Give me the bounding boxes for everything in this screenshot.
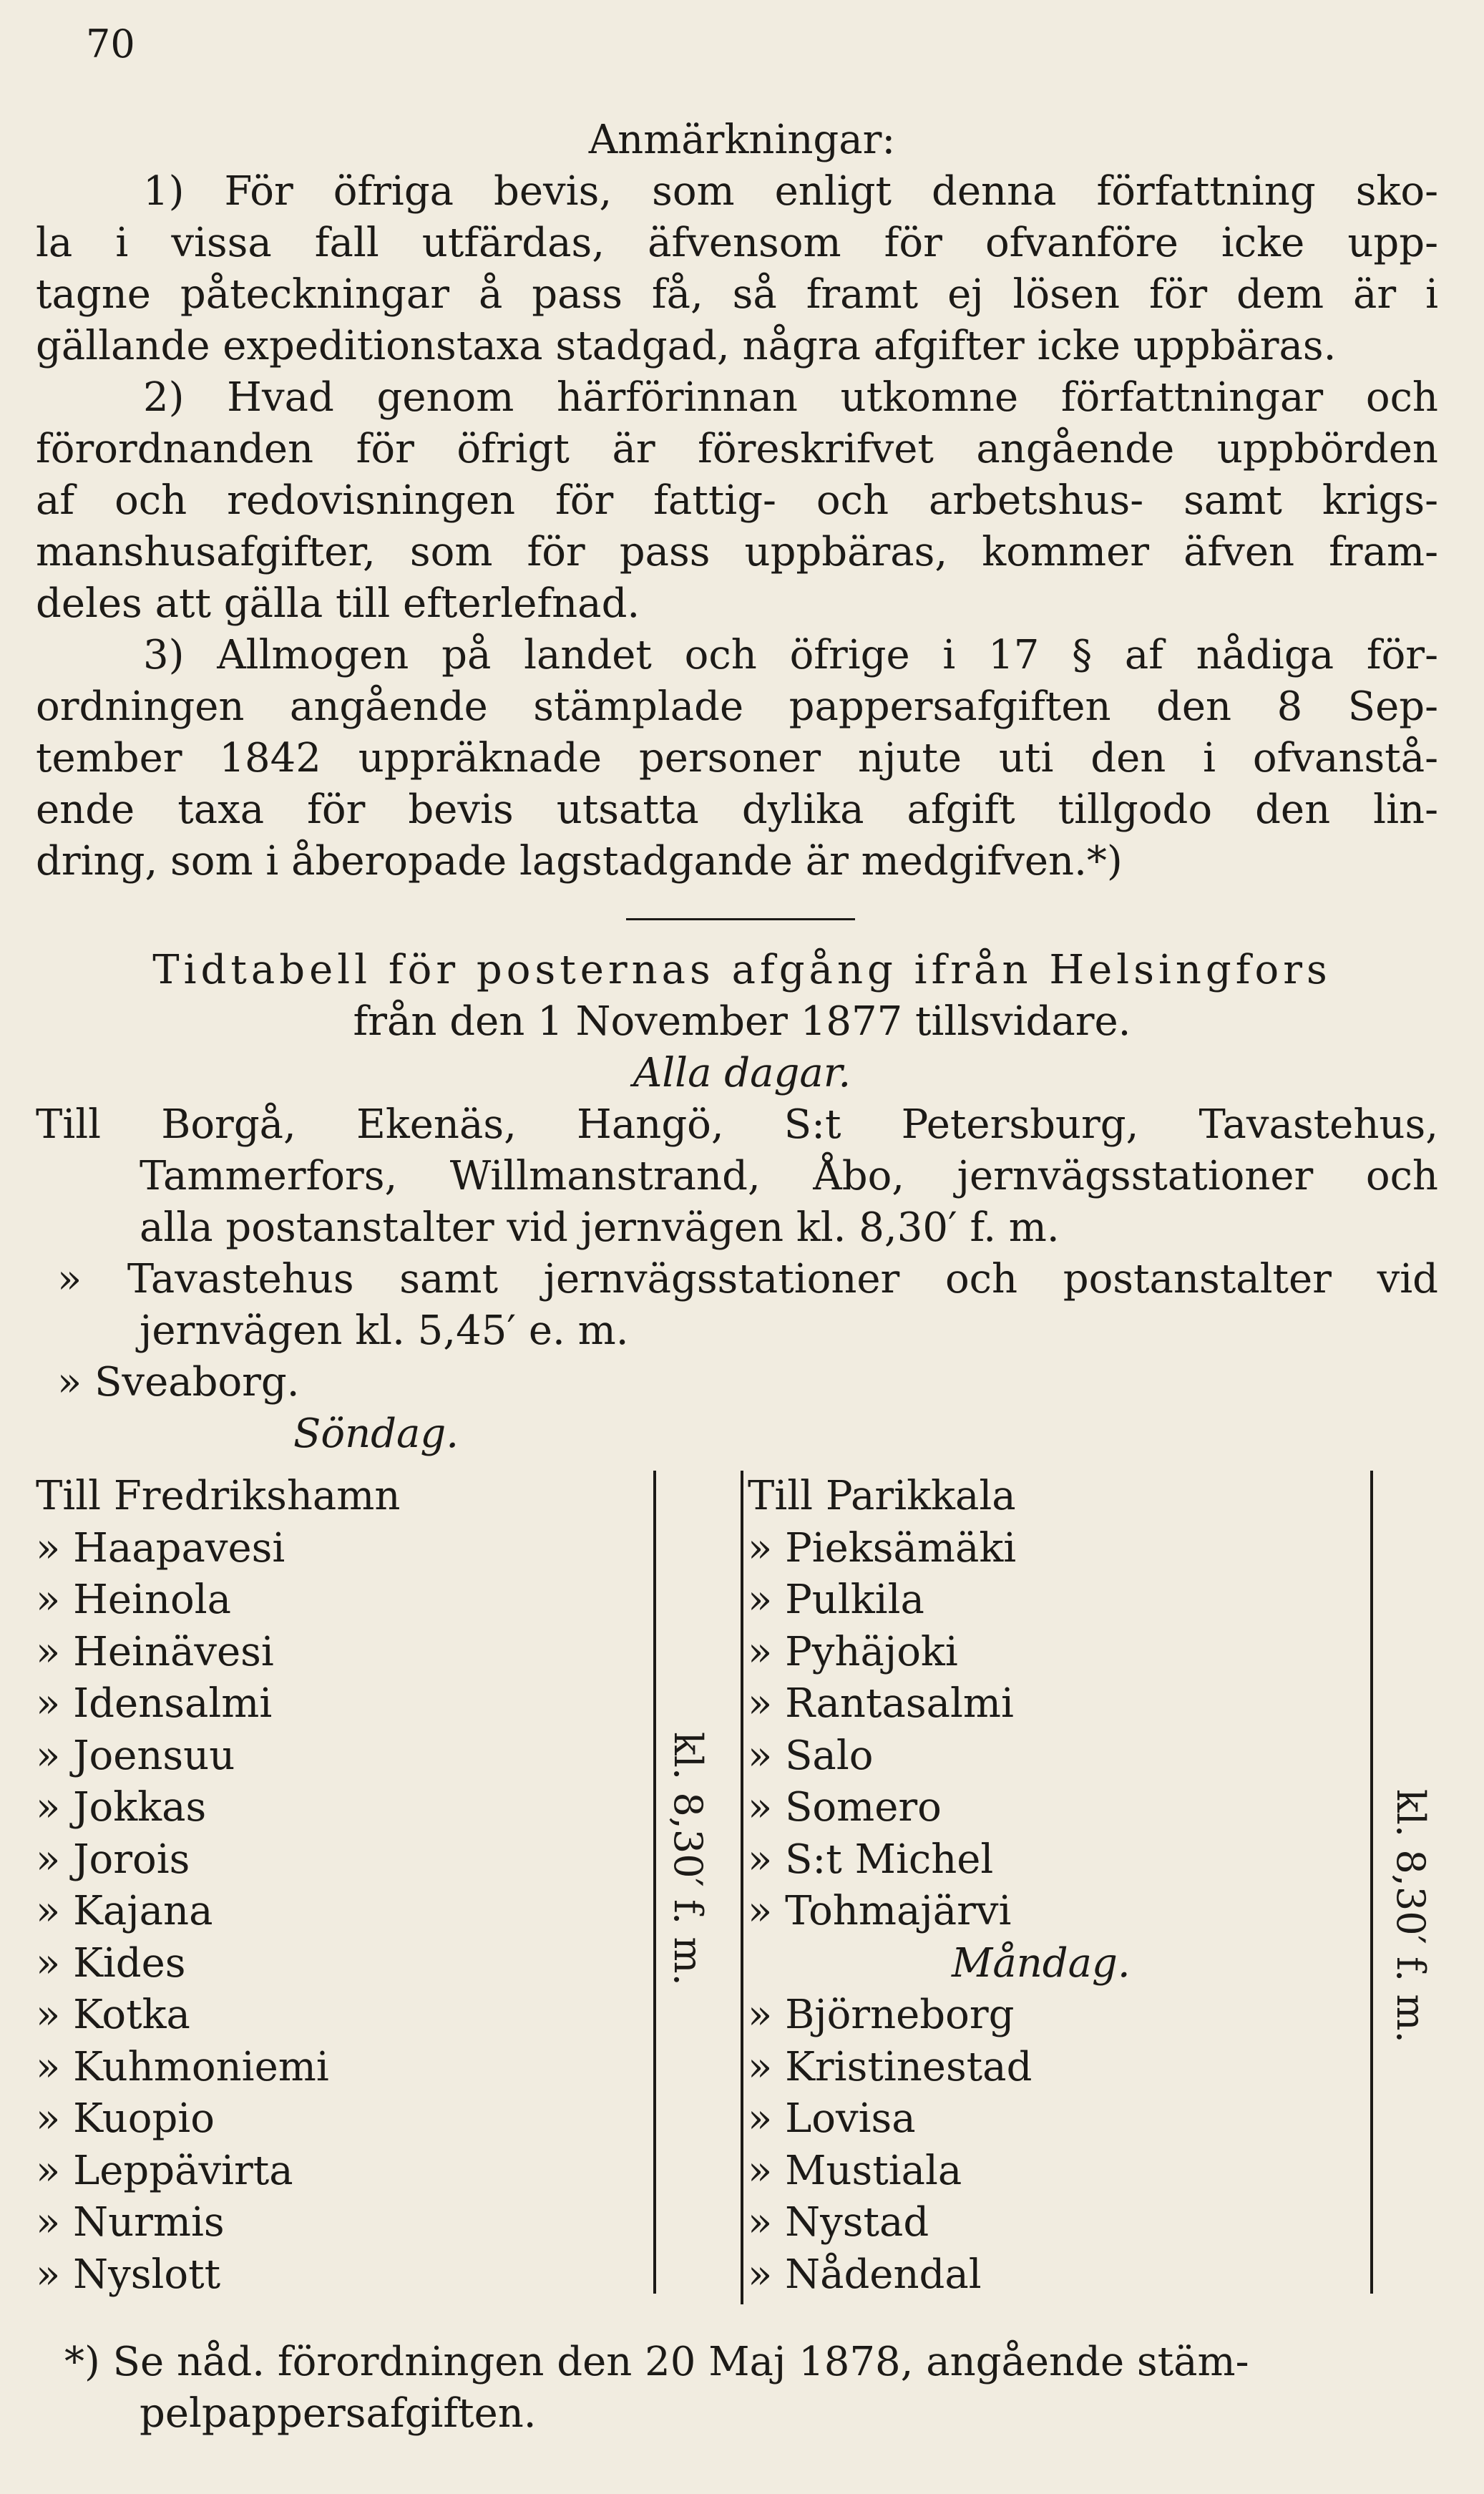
footnote-line: *) Se nåd. förordningen den 20 Maj 1878, angående stäm- bbox=[64, 2339, 1249, 2385]
right-destination-item: » Pyhäjoki bbox=[748, 1628, 958, 1675]
monday-label: Måndag. bbox=[952, 1939, 1131, 1987]
timetable-line: alla postanstalter vid jernvägen kl. 8,30′ f. m. bbox=[140, 1204, 1060, 1251]
note-line: 2) Hvad genom härförinnan utkomne författningar och bbox=[143, 374, 1438, 421]
right-destination-item: » Kristinestad bbox=[748, 2043, 1033, 2090]
right-destination-item: Till Parikkala bbox=[748, 1473, 1016, 1519]
right-destination-item: » Lovisa bbox=[748, 2095, 916, 2142]
note-line: la i vissa fall utfärdas, äfvensom för ofvanföre icke upp- bbox=[36, 220, 1438, 266]
left-destination-item: » Heinola bbox=[36, 1577, 232, 1623]
notes-heading: Anmärkningar: bbox=[588, 117, 896, 163]
left-destination-item: » Joensuu bbox=[36, 1732, 235, 1779]
left-destination-item: » Kides bbox=[36, 1939, 186, 1987]
note-line: manshusafgifter, som för pass uppbäras, kommer äfven fram- bbox=[36, 529, 1438, 575]
note-line: dring, som i åberopade lagstadgande är medgifven.*) bbox=[36, 838, 1123, 885]
footnote-line: pelpappersafgiften. bbox=[140, 2390, 537, 2437]
note-line: ende taxa för bevis utsatta dylika afgift tillgodo den lin- bbox=[36, 786, 1438, 833]
right-destination-item: » Nystad bbox=[748, 2199, 929, 2246]
sunday-label: Söndag. bbox=[293, 1411, 459, 1457]
note-line: gällande expeditionstaxa stadgad, några afgifter icke uppbäras. bbox=[36, 323, 1337, 369]
left-destination-item: Till Fredrikshamn bbox=[36, 1473, 401, 1519]
timetable-line: Till Borgå, Ekenäs, Hangö, S:t Petersburg, Tavastehus, bbox=[36, 1101, 1438, 1148]
section-divider bbox=[626, 918, 855, 920]
left-destination-item: » Leppävirta bbox=[36, 2147, 293, 2194]
timetable-title: Tidtabell för posternas afgång ifrån Helsingfors bbox=[152, 947, 1332, 993]
left-destination-item: » Idensalmi bbox=[36, 1680, 273, 1727]
left-destination-item: » Jorois bbox=[36, 1836, 190, 1883]
all-days-label: Alla dagar. bbox=[633, 1050, 851, 1096]
left-destination-item: » Kuopio bbox=[36, 2095, 215, 2142]
timetable-line: » Sveaborg. bbox=[57, 1359, 300, 1406]
note-line: förordnanden för öfrigt är föreskrifvet angående uppbörden bbox=[36, 426, 1438, 472]
timetable-line: » Tavastehus samt jernvägsstationer och postanstalter vid bbox=[57, 1256, 1438, 1302]
column-divider bbox=[741, 1471, 743, 2304]
left-destination-item: » Kuhmoniemi bbox=[36, 2043, 329, 2090]
right-destination-item: » Mustiala bbox=[748, 2147, 962, 2194]
timetable-subtitle: från den 1 November 1877 tillsvidare. bbox=[353, 998, 1131, 1045]
right-destination-item: » Tohmajärvi bbox=[748, 1888, 1012, 1934]
right-destination-item: » Pulkila bbox=[748, 1577, 924, 1623]
page-number: 70 bbox=[86, 21, 135, 67]
note-line: 3) Allmogen på landet och öfrige i 17 § af nådiga för- bbox=[143, 632, 1438, 678]
note-line: 1) För öfriga bevis, som enligt denna författning sko- bbox=[143, 168, 1438, 215]
note-line: tember 1842 uppräknade personer njute uti den i ofvanstå- bbox=[36, 735, 1438, 781]
note-line: deles att gälla till efterlefnad. bbox=[36, 580, 640, 627]
note-line: af och redovisningen för fattig- och arbetshus- samt krigs- bbox=[36, 477, 1438, 524]
time-label-left: kl. 8,30′ f. m. bbox=[665, 1732, 711, 1986]
right-destination-item: » Somero bbox=[748, 1784, 942, 1831]
left-brace bbox=[653, 1471, 656, 2294]
right-destination-item: » S:t Michel bbox=[748, 1836, 994, 1883]
left-destination-item: » Haapavesi bbox=[36, 1524, 285, 1572]
left-destination-item: » Kajana bbox=[36, 1888, 213, 1934]
left-destination-item: » Nyslott bbox=[36, 2251, 221, 2298]
right-brace bbox=[1370, 1471, 1373, 2294]
time-label-right: kl. 8,30′ f. m. bbox=[1388, 1789, 1433, 2043]
timetable-line: Tammerfors, Willmanstrand, Åbo, jernvägsstationer och bbox=[140, 1153, 1438, 1199]
right-destination-item: » Björneborg bbox=[748, 1992, 1015, 2038]
left-destination-item: » Kotka bbox=[36, 1992, 190, 2038]
left-destination-item: » Heinävesi bbox=[36, 1628, 274, 1675]
right-destination-item: » Rantasalmi bbox=[748, 1680, 1014, 1727]
left-destination-item: » Nurmis bbox=[36, 2199, 225, 2246]
right-destination-item: » Salo bbox=[748, 1732, 874, 1779]
timetable-line: jernvägen kl. 5,45′ e. m. bbox=[140, 1307, 629, 1354]
left-destination-item: » Jokkas bbox=[36, 1784, 207, 1831]
right-destination-item: » Nådendal bbox=[748, 2251, 982, 2298]
note-line: ordningen angående stämplade pappersafgiften den 8 Sep- bbox=[36, 683, 1438, 730]
note-line: tagne påteckningar å pass få, så framt ej lösen för dem är i bbox=[36, 271, 1438, 318]
right-destination-item: » Pieksämäki bbox=[748, 1524, 1017, 1572]
